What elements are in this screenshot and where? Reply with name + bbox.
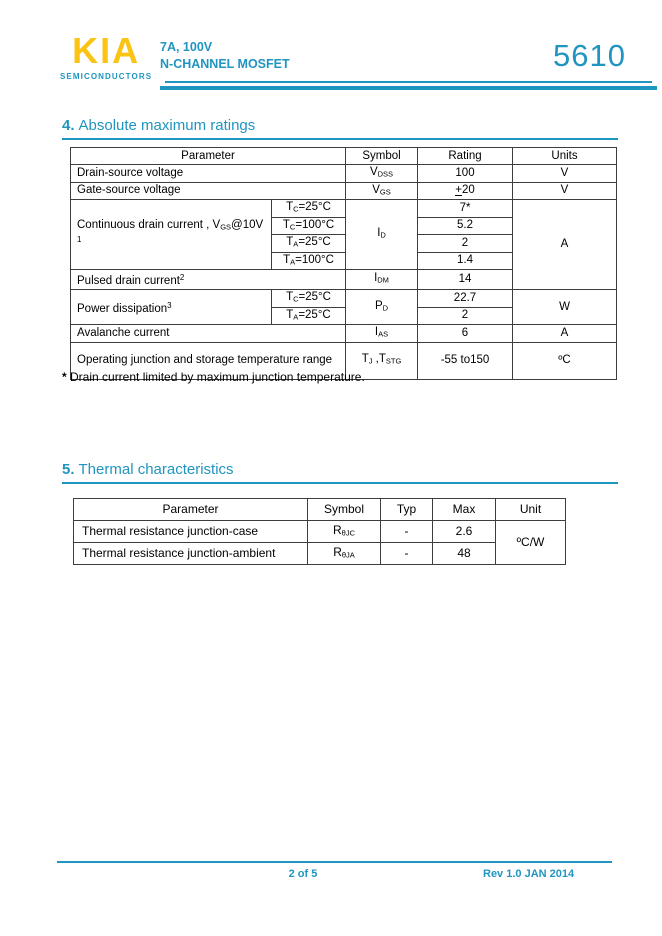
rating-temperature-range: -55 to150 [418, 342, 513, 379]
unit-ias: A [513, 325, 617, 343]
param-rth-junction-case: Thermal resistance junction-case [74, 521, 308, 543]
max-rthja: 48 [433, 543, 496, 565]
footnote-marker: * [62, 370, 67, 384]
rating-idm: 14 [418, 270, 513, 290]
param-operating-temperature: Operating junction and storage temperature range [71, 342, 346, 379]
table-row [74, 543, 566, 565]
col-header-units: Units [513, 148, 617, 165]
symbol-pd: PD [346, 290, 418, 325]
footnote [62, 370, 365, 384]
table-header-row [74, 499, 566, 521]
table-header-row [71, 148, 617, 165]
cond-tc-100: TC=100°C [272, 217, 346, 235]
absolute-maximum-ratings-table [70, 147, 617, 380]
rating-vdss: 100 [418, 165, 513, 183]
symbol-vgs: VGS [346, 182, 418, 200]
param-pulsed-drain-current: Pulsed drain current$^2$ [71, 270, 346, 290]
symbol-tj-tstg: TJ ,TSTG [346, 342, 418, 379]
col-header-symbol: Symbol [308, 499, 381, 521]
symbol-rthjc: RθJC [308, 521, 381, 543]
section-4-number: 4. [62, 117, 75, 134]
section-5-number: 5. [62, 461, 75, 478]
logo-text: KIA [72, 30, 141, 71]
section-5-label: Thermal characteristics [78, 461, 234, 478]
cond-tc-25: TC=25°C [272, 200, 346, 218]
rating-id-tc25: 7* [418, 200, 513, 218]
rating-id-tc100: 5.2 [418, 217, 513, 235]
thermal-characteristics-table [73, 498, 566, 565]
table-row [74, 521, 566, 543]
rating-ias: 6 [418, 325, 513, 343]
unit-current-a: A [513, 200, 617, 290]
typ-rthja: - [381, 543, 433, 565]
col-header-typ: Typ [381, 499, 433, 521]
col-header-parameter: Parameter [74, 499, 308, 521]
section-4-label: Absolute maximum ratings [78, 117, 256, 134]
symbol-id: ID [346, 200, 418, 270]
table-row [71, 182, 617, 200]
symbol-vdss: VDSS [346, 165, 418, 183]
col-header-symbol: Symbol [346, 148, 418, 165]
brand-logo [60, 30, 153, 81]
rating-id-ta100: 1.4 [418, 252, 513, 270]
section-5-title [62, 461, 618, 484]
rating-vgs: +20 [418, 182, 513, 200]
param-continuous-drain-current: Continuous drain current , VGS@10V $^1$ [71, 200, 272, 270]
unit-temperature: ºC [513, 342, 617, 379]
table-row [71, 200, 617, 218]
footer-revision: Rev 1.0 JAN 2014 [483, 868, 575, 880]
cond-pd-ta25: TA=25°C [272, 307, 346, 325]
device-rating-line: 7A, 100V [160, 40, 213, 54]
table-row [71, 165, 617, 183]
cond-ta-25: TA=25°C [272, 235, 346, 253]
unit-vgs: V [513, 182, 617, 200]
param-gate-source-voltage: Gate-source voltage [71, 182, 346, 200]
param-avalanche-current: Avalanche current [71, 325, 346, 343]
col-header-unit: Unit [496, 499, 566, 521]
section-4-title [62, 117, 618, 140]
part-number: 5610 [553, 38, 626, 73]
unit-vdss: V [513, 165, 617, 183]
param-rth-junction-ambient: Thermal resistance junction-ambient [74, 543, 308, 565]
table-row [71, 290, 617, 308]
rating-id-ta25: 2 [418, 235, 513, 253]
table-row [71, 325, 617, 343]
footnote-text: Drain current limited by maximum junction temperature. [66, 370, 365, 384]
col-header-rating: Rating [418, 148, 513, 165]
device-type-line: N-CHANNEL MOSFET [160, 57, 290, 71]
max-rthjc: 2.6 [433, 521, 496, 543]
cond-pd-tc25: TC=25°C [272, 290, 346, 308]
footer-page-number: 2 of 5 [288, 868, 318, 880]
col-header-parameter: Parameter [71, 148, 346, 165]
unit-thermal: ºC/W [496, 521, 566, 565]
footer-rule [57, 861, 612, 863]
unit-power-w: W [513, 290, 617, 325]
device-summary [160, 39, 290, 73]
param-power-dissipation: Power dissipation$^3$ [71, 290, 272, 325]
col-header-max: Max [433, 499, 496, 521]
symbol-ias: IAS [346, 325, 418, 343]
symbol-idm: IDM [346, 270, 418, 290]
header-rule-thin [165, 81, 652, 83]
logo-subtext: SEMICONDUCTORS [60, 72, 153, 81]
param-drain-source-voltage: Drain-source voltage [71, 165, 346, 183]
header-rule-thick [160, 86, 657, 90]
cond-ta-100: TA=100°C [272, 252, 346, 270]
symbol-rthja: RθJA [308, 543, 381, 565]
typ-rthjc: - [381, 521, 433, 543]
rating-pd-tc25: 22.7 [418, 290, 513, 308]
rating-pd-ta25: 2 [418, 307, 513, 325]
